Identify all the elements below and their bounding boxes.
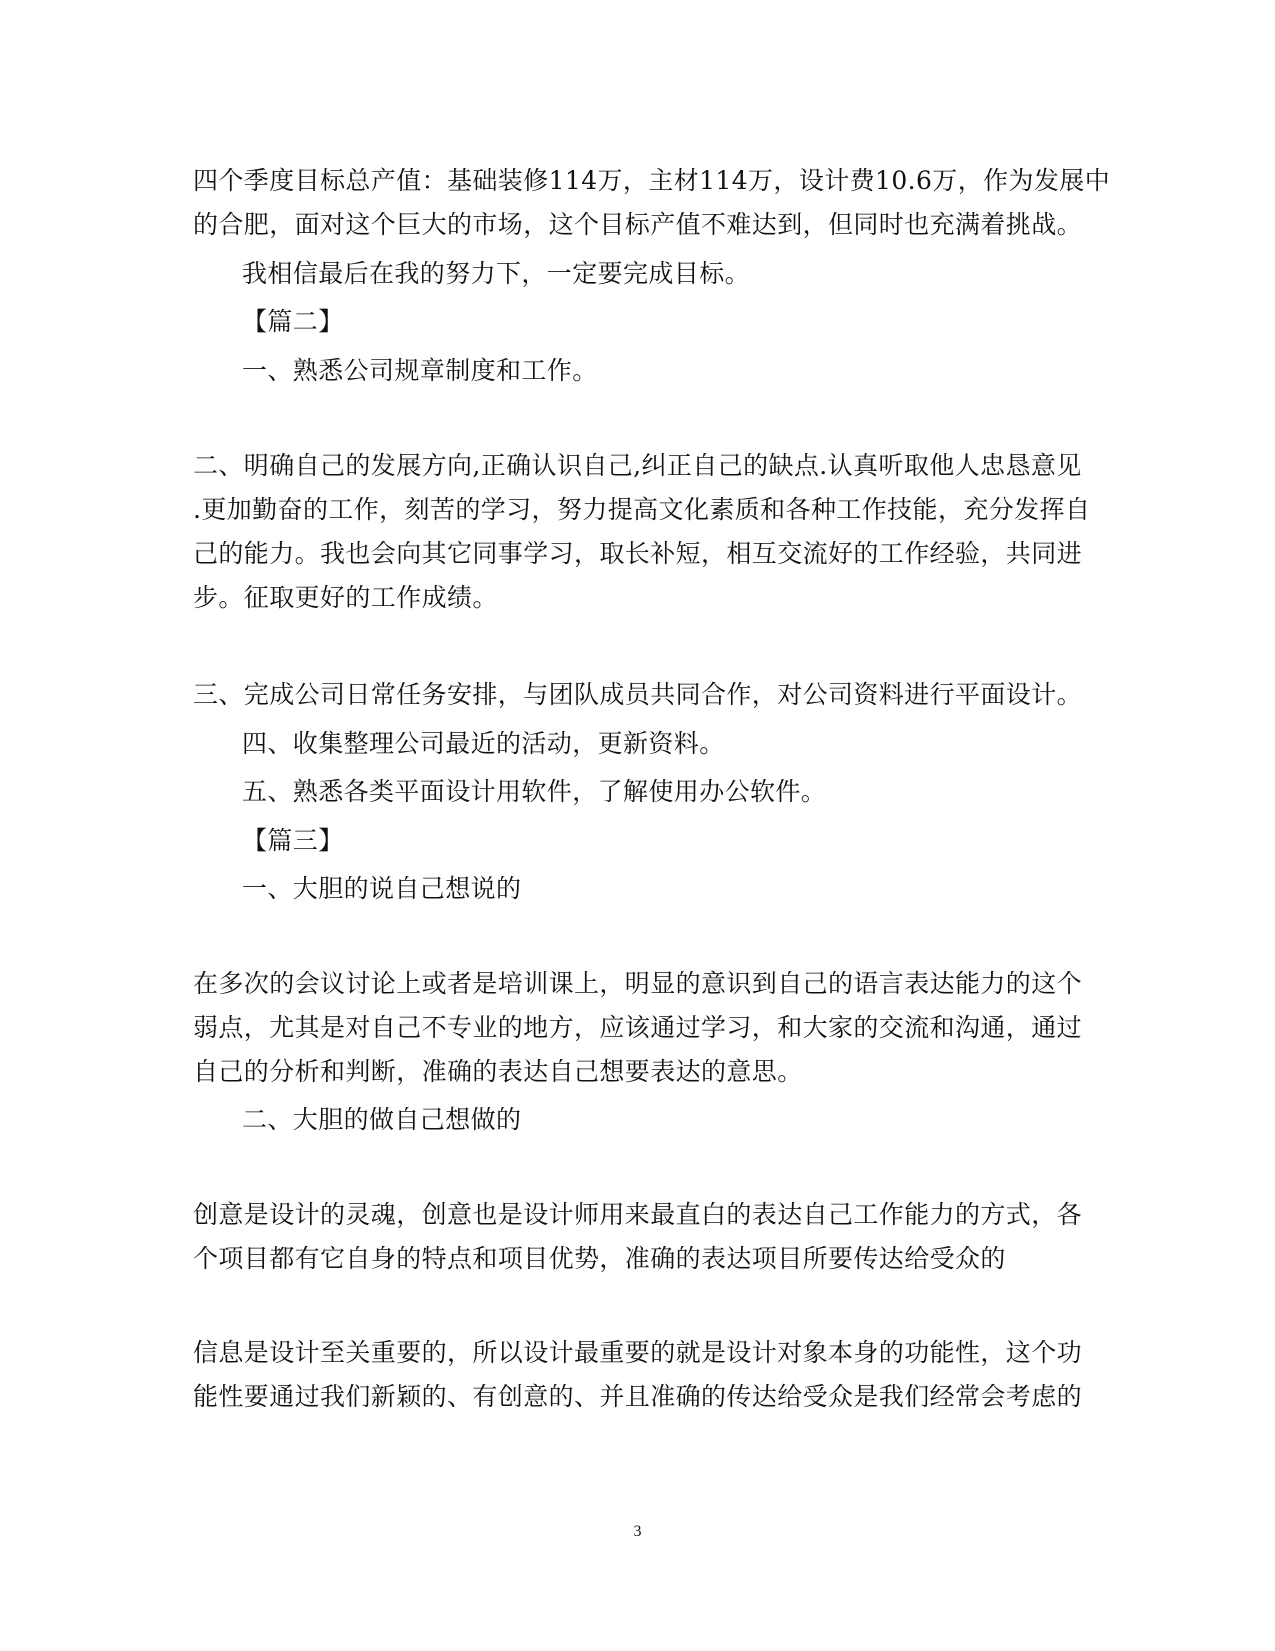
page-number: 3 xyxy=(633,1523,642,1540)
section-heading: 【篇三】 xyxy=(242,826,344,855)
text-line: 二、大胆的做自己想做的 xyxy=(242,1105,522,1134)
text-line: 己的能力。我也会向其它同事学习，取长补短，相互交流好的工作经验，共同进 xyxy=(193,539,1083,568)
text-line: 在多次的会议讨论上或者是培训课上，明显的意识到自己的语言表达能力的这个 xyxy=(193,969,1083,998)
text-line: 三、完成公司日常任务安排，与团队成员共同合作，对公司资料进行平面设计。 xyxy=(193,680,1083,709)
text-line: 一、熟悉公司规章制度和工作。 xyxy=(242,356,598,385)
text-line: 五、熟悉各类平面设计用软件，了解使用办公软件。 xyxy=(242,777,827,806)
text-line: 二、明确自己的发展方向,正确认识自己,纠正自己的缺点.认真听取他人忠恳意见 xyxy=(193,451,1082,480)
text-line: 四个季度目标总产值：基础装修114万，主材114万，设计费10.6万，作为发展中 xyxy=(193,166,1111,195)
text-line: .更加勤奋的工作，刻苦的学习，努力提高文化素质和各种工作技能，充分发挥自 xyxy=(193,495,1091,524)
text-line: 个项目都有它自身的特点和项目优势，准确的表达项目所要传达给受众的 xyxy=(193,1244,1006,1273)
text-line: 创意是设计的灵魂，创意也是设计师用来最直白的表达自己工作能力的方式，各 xyxy=(193,1200,1083,1229)
text-line: 我相信最后在我的努力下，一定要完成目标。 xyxy=(242,259,751,288)
text-line: 能性要通过我们新颖的、有创意的、并且准确的传达给受众是我们经常会考虑的 xyxy=(193,1382,1083,1411)
text-line: 信息是设计至关重要的，所以设计最重要的就是设计对象本身的功能性，这个功 xyxy=(193,1338,1083,1367)
text-line: 步。征取更好的工作成绩。 xyxy=(193,583,498,612)
text-line: 弱点，尤其是对自己不专业的地方，应该通过学习，和大家的交流和沟通，通过 xyxy=(193,1013,1083,1042)
text-line: 的合肥，面对这个巨大的市场，这个目标产值不难达到，但同时也充满着挑战。 xyxy=(193,210,1083,239)
section-heading: 【篇二】 xyxy=(242,307,344,336)
text-line: 一、大胆的说自己想说的 xyxy=(242,874,522,903)
text-line: 自己的分析和判断，准确的表达自己想要表达的意思。 xyxy=(193,1057,803,1086)
text-line: 四、收集整理公司最近的活动，更新资料。 xyxy=(242,729,725,758)
